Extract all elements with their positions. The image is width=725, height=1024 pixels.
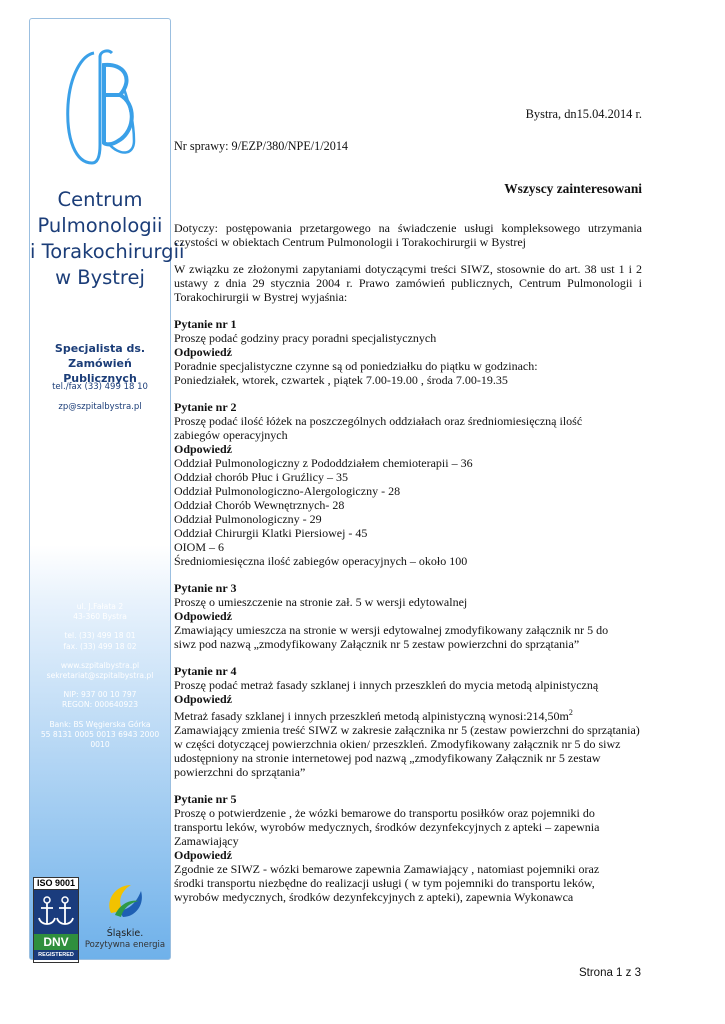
org-name-line: Centrum — [57, 188, 143, 211]
question-text: Proszę podać godziny pracy poradni specjalistycznych — [174, 331, 437, 345]
answer-text: Metraż fasady szklanej i innych przeszkleń metodą alpinistyczną wynosi:214,50m — [174, 709, 569, 723]
answer-line: Oddział Pulmonologiczny - 29 — [174, 512, 322, 526]
anchor-emblem-icon — [34, 890, 78, 934]
org-name-line: Pulmonologii — [37, 214, 163, 237]
answer-line: Oddział chorób Płuc i Gruźlicy – 35 — [174, 470, 348, 484]
question-4 — [174, 664, 642, 779]
slaskie-logo — [82, 881, 168, 951]
question-3 — [174, 581, 642, 651]
certification-badges — [30, 877, 170, 967]
answer-line: Poradnie specjalistyczne czynne są od poniedziałku do piątku w godzinach: — [174, 359, 538, 373]
answer-line: Oddział Pulmonologiczny z Pododdziałem chemioterapii – 36 — [174, 456, 473, 470]
subject-paragraph: Dotyczy: postępowania przetargowego na świadczenie usługi kompleksowego utrzymania czystości w obiektach Centrum Pulmonologii i Torakochirurgii w Bystrej — [174, 221, 642, 249]
answer-line: Średniomiesięczna ilość zabiegów operacyjnych – około 100 — [174, 554, 468, 568]
question-text: Proszę o umieszczenie na stronie zał. 5 w wersji edytowalnej — [174, 595, 468, 609]
specialist-contact — [30, 381, 170, 413]
question-text: Proszę podać ilość łóżek na poszczególnych oddziałach oraz średniomiesięczną ilość zabiegów operacyjnych — [174, 414, 583, 442]
question-title: Pytanie nr 4 — [174, 664, 237, 678]
slaskie-title: Śląskie. — [106, 928, 144, 939]
lungs-logo-icon — [64, 45, 138, 175]
question-text: Proszę o potwierdzenie , że wózki bemarowe do transportu posiłków oraz pojemniki do transportu leków, wyrobów medycznych, środków dezynfekcyjnych z apteki – zapewnia Zamawiający — [174, 806, 600, 848]
iso-label: ISO 9001 — [34, 878, 78, 890]
answer-line: Oddział Chirurgii Klatki Piersiowej - 45 — [174, 526, 368, 540]
question-5 — [174, 792, 642, 904]
registered-label: REGISTERED — [34, 950, 78, 960]
fax-line: fax. (33) 499 18 02 — [63, 641, 137, 651]
answer-title: Odpowiedź — [174, 692, 233, 706]
specialist-phone: tel./fax (33) 499 18 10 — [52, 382, 148, 392]
specialist-title — [30, 341, 170, 386]
addressee: Wszyscy zainteresowani — [504, 181, 642, 196]
address-line: 43-360 Bystra — [73, 612, 127, 622]
email-line: sekretariat@szpitalbystra.pl — [46, 671, 154, 681]
answer-title: Odpowiedź — [174, 848, 233, 862]
answer-line: OIOM – 6 — [174, 540, 224, 554]
slaskie-slogan: Pozytywna energia — [84, 940, 166, 950]
question-2 — [174, 400, 642, 568]
phone-line: tel. (33) 499 18 01 — [64, 631, 136, 641]
question-title: Pytanie nr 5 — [174, 792, 237, 806]
slaskie-swirl-icon — [101, 881, 149, 921]
hospital-contact-block — [30, 602, 170, 750]
specialist-title-line: Specjalista ds. — [54, 342, 146, 355]
letterhead-sidebar — [29, 18, 185, 960]
specialist-title-line: Zamówień Publicznych — [63, 357, 137, 385]
intro-paragraph: W związku ze złożonymi zapytaniami dotyczącymi treści SIWZ, stosownie do art. 38 ust 1 i 2 ustawy z dnia 29 stycznia 2004 r. Prawo zamówień publicznych, Centrum Pulmonologii i Torakochirurgii w Bystrej wyjaśnia: — [174, 262, 642, 304]
address-line: ul. J.Fałata 2 — [76, 602, 124, 611]
answer-text: Zgodnie ze SIWZ - wózki bemarowe zapewnia Zamawiający , natomiast pojemniki oraz środki transportu niezbędne do realizacji usługi ( w tym pojemniki do transportu leków, wyrobów medycznych, środków dezynfekcyjnych z apteki), zapewnia Wykonawca — [174, 862, 600, 904]
page-number: Strona 1 z 3 — [578, 967, 641, 979]
question-title: Pytanie nr 3 — [174, 581, 237, 595]
dnv-label: DNV — [34, 934, 78, 950]
answer-title: Odpowiedź — [174, 442, 233, 456]
regon-line: REGON: 000640923 — [61, 700, 139, 710]
letter-body — [174, 221, 642, 904]
bank-account-line: 55 8131 0005 0013 6943 2000 0010 — [40, 729, 160, 750]
specialist-email: zp@szpitalbystra.pl — [58, 402, 142, 412]
case-number: Nr sprawy: 9/EZP/380/NPE/1/2014 — [174, 139, 349, 153]
iso-certification-badge — [33, 877, 79, 963]
answer-title: Odpowiedź — [174, 609, 233, 623]
org-name-line: i Torakochirurgii — [30, 240, 185, 263]
answer-line — [174, 706, 642, 723]
answer-line: Oddział Pulmonologiczno-Alergologiczny - 28 — [174, 484, 401, 498]
website-line: www.szpitalbystra.pl — [60, 660, 140, 670]
question-text: Proszę podać metraż fasady szklanej i innych przeszkleń do mycia metodą alpinistyczną — [174, 678, 599, 692]
question-1 — [174, 317, 642, 387]
nip-line: NIP: 937 00 10 797 — [63, 690, 137, 700]
answer-text: Zamawiający zmienia treść SIWZ w zakresie załącznika nr 5 (zestaw powierzchni do sprzątania) w części dotyczącej powierzchnia okien/ przeszkleń. Zmodyfikowany załącznik nr 5 do siwz udostępniony na stronie internetowej pod nazwą „zmodyfikowany Załącznik nr 5 zestaw powierzchni do sprzątania” — [174, 723, 640, 779]
area-exponent: 2 — [568, 708, 573, 717]
answer-title: Odpowiedź — [174, 345, 233, 359]
org-name-line: w Bystrej — [55, 266, 145, 289]
organization-name — [30, 187, 185, 291]
answer-text: Zmawiający umieszcza na stronie w wersji edytowalnej zmodyfikowany załącznik nr 5 do siwz pod nazwą „zmodyfikowany Załącznik nr 5 zestaw powierzchni do sprzątania” — [174, 623, 609, 651]
place-date: Bystra, dn15.04.2014 r. — [525, 107, 642, 121]
question-title: Pytanie nr 1 — [174, 317, 237, 331]
question-title: Pytanie nr 2 — [174, 400, 237, 414]
bank-line: Bank: BS Węgierska Górka — [49, 719, 151, 729]
answer-line: Oddział Chorób Wewnętrznych- 28 — [174, 498, 345, 512]
answer-line: Poniedziałek, wtorek, czwartek , piątek 7.00-19.00 , środa 7.00-19.35 — [174, 373, 508, 387]
